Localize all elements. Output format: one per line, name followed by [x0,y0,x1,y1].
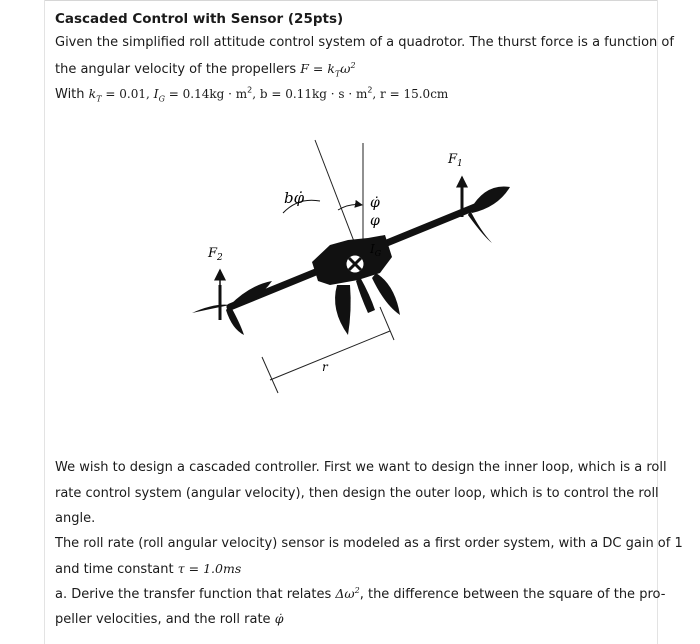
problem-title: Cascaded Control with Sensor (25pts) [55,11,344,27]
intro-line-2-text: the angular velocity of the propellers [55,62,301,77]
force-formula-main: F = k [300,61,335,76]
question-a-line-2-text: peller velocities, and the roll rate [55,612,275,627]
force-formula-exp: 2 [350,60,356,70]
intro-line-1: Given the simplified roll attitude control system of a quadrotor. The thurst force is a function of [55,35,674,50]
label-phi: φ [370,213,380,229]
body-paragraph-1-line-3: angle. [55,511,96,526]
param-kt-sub: T [96,94,102,104]
label-phidot: φ̇ [370,195,380,211]
force-formula-sub: T [334,69,341,79]
center-leg [356,277,375,313]
roll-rate-symbol: φ̇ [274,611,284,626]
right-propeller [432,186,510,243]
param-kt [88,86,102,104]
label-r: r [322,360,328,374]
question-a-line-2 [55,610,283,629]
delta-omega-exp: 2 [354,585,360,595]
param-b-exp: 2 [367,85,373,95]
radius-tick-right [380,307,394,340]
with-label: With [55,87,89,102]
force-formula [300,60,356,79]
label-f2: $F_2$ [208,246,223,263]
page-top-border [44,0,658,1]
time-constant-text: and time constant [55,562,178,577]
question-a-text-suffix: , the difference between the square of the pro- [359,587,666,602]
label-ig: $I_G$ [370,242,382,258]
tilted-axis-line [315,140,360,257]
param-ig-symbol: I [153,86,159,101]
param-b-value: , b = 0.11kg · s · m [252,87,368,101]
parameters-line [55,85,448,104]
center-of-mass-icon [346,255,364,273]
param-ig [153,86,165,104]
param-ig-sub: G [158,94,165,104]
body-paragraph-2-line-1: The roll rate (roll angular velocity) sensor is modeled as a first order system, with a DC gain of 1 [55,536,683,551]
delta-omega-symbol: Δω [335,586,355,601]
param-kt-symbol: k [88,86,97,101]
time-constant-expression: τ = 1.0ms [177,561,242,576]
param-ig-value: = 0.14kg · m [164,87,248,101]
body-paragraph-1-line-1: We wish to design a cascaded controller. First we want to design the inner loop, which is a roll [55,460,667,475]
param-ig-exp: 2 [247,85,253,95]
intro-line-2 [55,60,356,79]
page-left-border [44,0,45,644]
question-a-line-1 [55,585,665,604]
left-leg [335,285,351,335]
param-kt-value: = 0.01, [101,87,154,101]
question-a-text-prefix: a. Derive the transfer function that relates [55,587,336,602]
body-paragraph-2-line-2 [55,560,241,579]
body-paragraph-1-line-2: rate control system (angular velocity), then design the outer loop, which is to control the roll [55,486,659,501]
delta-omega-expression [335,586,359,601]
radius-tick-left [262,357,278,393]
right-leg [372,273,400,315]
radius-dimension-line [270,331,390,380]
force-formula-omega: ω [340,61,351,76]
label-f1: $F_1$ [448,152,463,169]
param-r-value: , r = 15.0cm [372,87,449,101]
label-b-phidot: bφ̇ [284,189,305,207]
left-propeller [192,281,272,335]
quadrotor-diagram [180,135,520,410]
